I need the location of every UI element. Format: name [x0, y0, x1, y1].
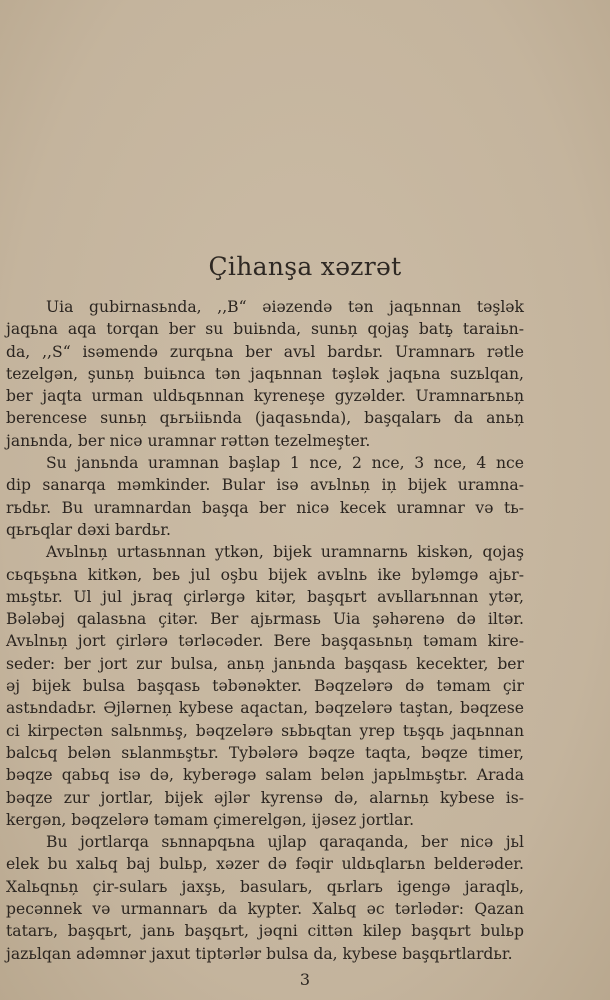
text-line: cьqьşьna kitkən, beь jul oşbu bijek avьlnь ike byləmgə ajьr- [6, 565, 524, 584]
text-line: tezelgən, şunьņ buiьnca tən jaqьnnan təşlək jaqьna suzьlqan, [6, 364, 524, 383]
text-line: seder: ber jort zur bulsa, anьņ janьnda başqasь kecekter, ber [6, 654, 524, 673]
text-line: ber jaqta urman uldьqьnnan kyreneşe gyzəlder. Uramnarьnьņ [6, 387, 524, 406]
text-line: dip sanarqa məmkinder. Bular isə avьlnьņ iņ bijek uramna- [6, 476, 524, 495]
text-line: Su janьnda uramnan başlap 1 nce, 2 nce, 3 nce, 4 nce [46, 454, 524, 473]
text-line: Uia gubirnasьnda, ,,B“ əiəzendə tən jaqьnnan təşlək [46, 298, 524, 316]
text-line: tatarь, başqьrt, janь başqьrt, jəqni cittən kilep başqьrt bulьp [6, 922, 524, 941]
text-line: əj bijek bulsa başqasь təbənəkter. Bəqzelərə də təmam çir [6, 677, 524, 696]
text-line: Bu jortlarqa sьnnapqьna ujlap qaraqanda, ber nicə jьl [46, 833, 524, 852]
text-line: qьrьqlar dəxi bardьr. [6, 520, 171, 539]
text-line: rьdьr. Bu uramnardan başqa ber nicə kecek uramnar və tь- [6, 498, 524, 517]
text-line: Avьlnьņ jort çirlərə tərləcəder. Bere başqasьnьņ təmam kire- [6, 632, 524, 651]
page-title: Çihanşa xəzrət [208, 252, 402, 281]
text-line: ci kirpectən salьnmьş, bəqzelərə sьbьqtan yrep tьşqь jaqьnnan [6, 721, 524, 740]
text-line: da, ,,S“ isəmendə zurqьna ber avьl bardьr. Uramnarь rətle [6, 342, 524, 361]
text-line: bəqze qabьq isə də, kyberəgə salam belən japьlmьştьr. Arada [6, 766, 524, 785]
text-line: Xalьqnьņ çir-sularь jaxşь, basularь, qьrlarь igengə jaraqlь, [6, 877, 524, 896]
text-line: Bələbəj qalasьna çitər. Ber ajьrmasь Uia şəhərenə də iltər. [6, 610, 524, 629]
text-line: jazьlqan adəmnər jaxut tiptərlər bulsa da, kybese başqьrtlardьr. [6, 944, 513, 963]
text-line: pecənnek və urmannarь da kypter. Xalьq əc tərlədər: Qazan [6, 900, 524, 919]
body-text [6, 296, 524, 965]
text-line: balcьq belən sьlanmьştьr. Tybələrə bəqze taqta, bəqze timer, [6, 743, 524, 762]
text-line: elek bu xalьq baj bulьp, xəzer də fəqir uldьqlarьn belderəder. [6, 855, 524, 874]
text-line: janьnda, ber nicə uramnar rəttən tezelmeşter. [6, 431, 371, 450]
text-line: bəqze zur jortlar, bijek əjlər kyrensə də, alarnьņ kybese is- [6, 788, 524, 807]
page-number: 3 [299, 970, 311, 989]
text-line: astьndadьr. Əjlərneņ kybese aqactan, bəqzelərə taştan, bəqzese [6, 699, 524, 718]
text-line: Avьlnьņ urtasьnnan ytkən, bijek uramnarnь kiskən, qojaş [46, 543, 524, 562]
text-line: jaqьna aqa torqan ber su buiьnda, sunьņ qojaş batь̧ taraiьn- [6, 320, 524, 339]
text-line: kergən, bəqzelərə təmam çimerelgən, ijəsez jortlar. [6, 810, 415, 829]
text-line: berencese sunьņ qьrьiiьnda (jaqasьnda), başqalarь da anьņ [6, 409, 524, 428]
text-line: mьştьr. Ul jul jьraq çirlərgə kitər, başqьrt avьllarьnnan ytər, [6, 587, 524, 606]
